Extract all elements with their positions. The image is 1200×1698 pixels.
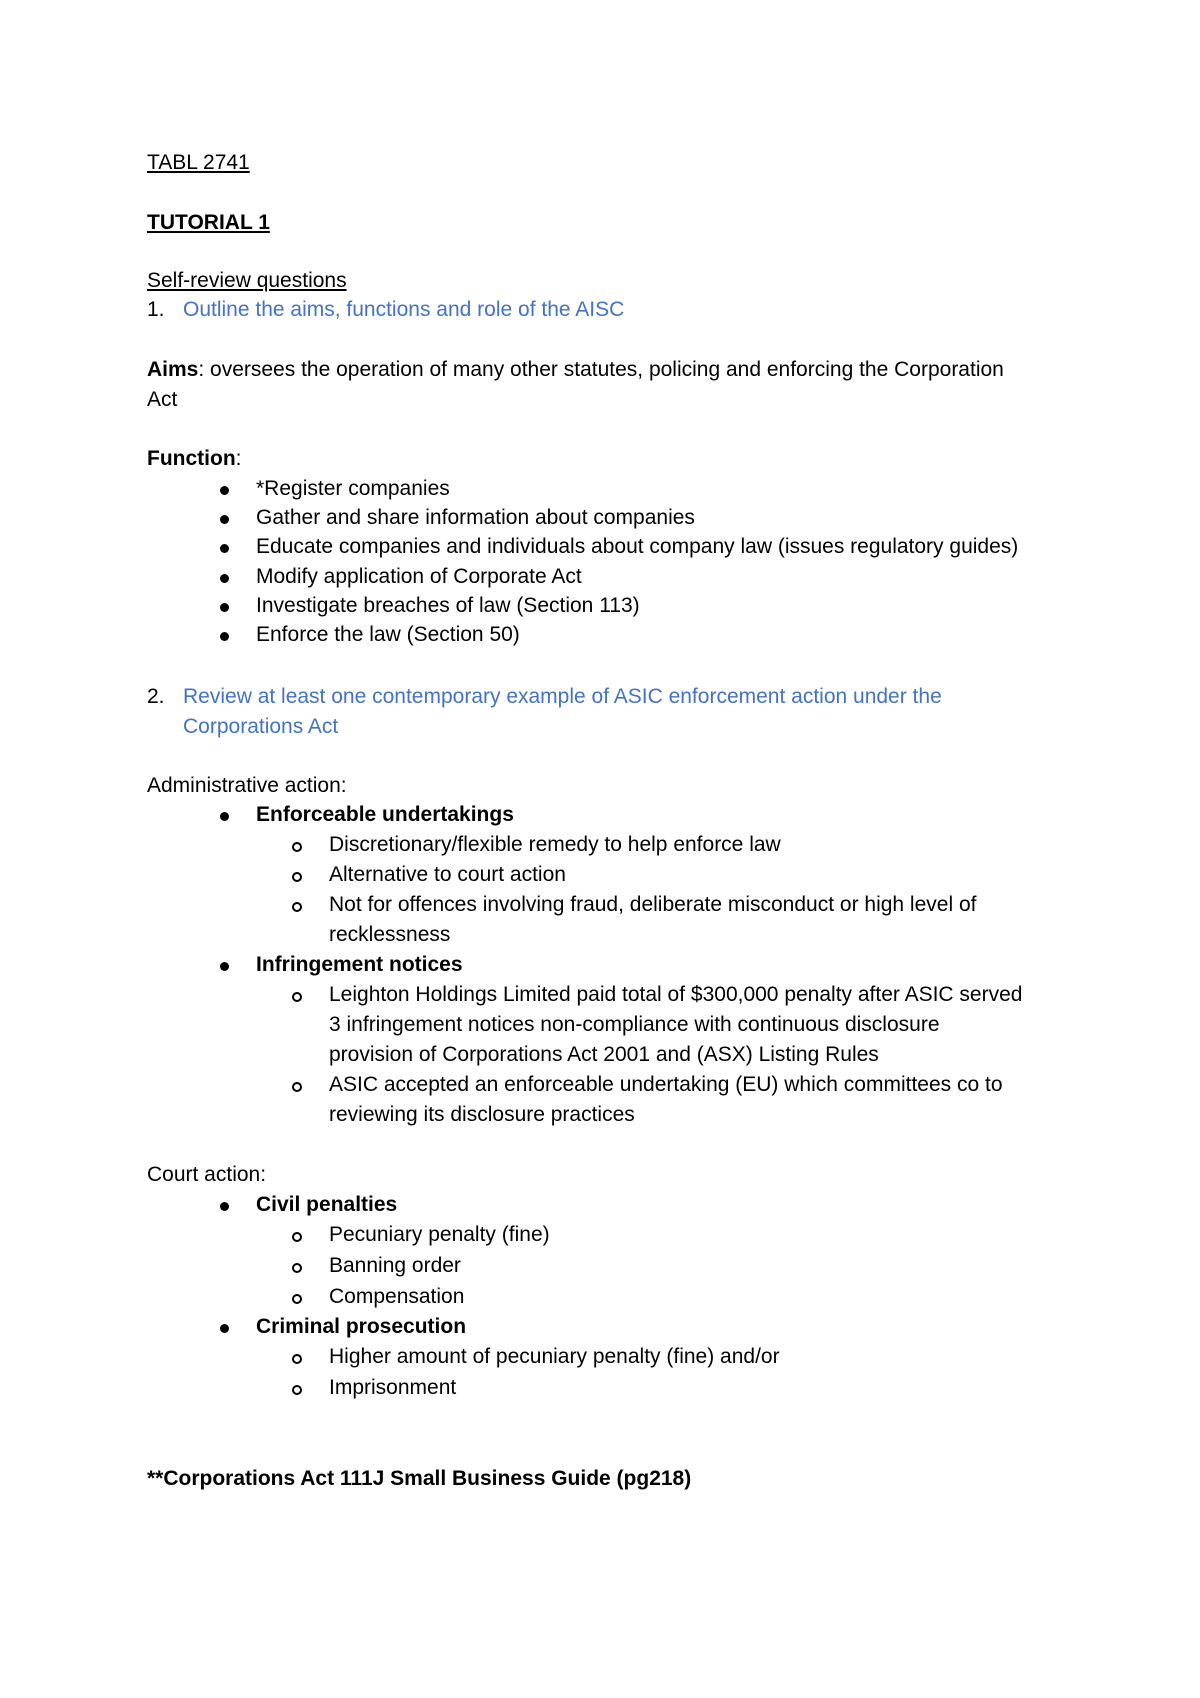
function-heading [147,446,242,472]
enforceable-item: Not for offences involving fraud, deliberate misconduct or high level of [329,893,977,916]
infringement-item-line: provision of Corporations Act 2001 and (ASX) Listing Rules [329,1043,879,1066]
criminal-label: Criminal prosecution [256,1315,467,1338]
sub-bullet-circle [292,842,302,852]
sub-bullet-circle [292,1385,302,1395]
function-label: Function [147,447,236,470]
sub-bullet-circle [292,1263,302,1273]
bullet-dot [220,515,229,524]
bullet-dot [220,1324,229,1333]
bullet-dot [220,486,229,495]
bullet-dot [220,1202,229,1211]
function-item: *Register companies [256,477,450,500]
enforceable-item: Alternative to court action [329,863,566,886]
sub-bullet-circle [292,1232,302,1242]
q2-line-1: Review at least one contemporary example of ASIC enforcement action under the [183,685,942,708]
court-heading: Court action: [147,1163,267,1186]
aims-line-1 [147,357,1004,383]
civil-item: Banning order [329,1254,461,1277]
bullet-dot [220,632,229,641]
bullet-dot [220,962,229,971]
administrative-heading: Administrative action: [147,774,347,797]
function-item: Gather and share information about companies [256,506,695,529]
aims-text: : oversees the operation of many other statutes, policing and enforcing the Corporation [198,358,1004,381]
bullet-dot [220,544,229,553]
sub-bullet-circle [292,902,302,912]
bullet-dot [220,812,229,821]
function-colon: : [235,447,242,470]
enforceable-item: Discretionary/flexible remedy to help enforce law [329,833,781,856]
function-item: Modify application of Corporate Act [256,565,582,588]
tutorial-title: TUTORIAL 1 [147,211,270,234]
infringement-label: Infringement notices [256,953,463,976]
criminal-item: Imprisonment [329,1376,457,1399]
sub-bullet-circle [292,1294,302,1304]
q1-number: 1. [147,298,165,321]
function-item: Enforce the law (Section 50) [256,623,520,646]
q2-number: 2. [147,685,165,708]
sub-bullet-circle [292,1082,302,1092]
infringement-item-line: ASIC accepted an enforceable undertaking (EU) which committees co to [329,1073,1003,1096]
criminal-item: Higher amount of pecuniary penalty (fine) and/or [329,1345,780,1368]
enforceable-item-continued: recklessness [329,923,451,946]
infringement-item-line: reviewing its disclosure practices [329,1103,635,1126]
bullet-dot [220,574,229,583]
function-item: Investigate breaches of law (Section 113) [256,594,640,617]
aims-line-2: Act [147,388,178,411]
infringement-item-line: 3 infringement notices non-compliance with continuous disclosure [329,1013,940,1036]
bullet-dot [220,603,229,612]
enforceable-label: Enforceable undertakings [256,803,514,826]
function-item: Educate companies and individuals about company law (issues regulatory guides) [256,535,1019,558]
infringement-item-line: Leighton Holdings Limited paid total of $300,000 penalty after ASIC served [329,983,1023,1006]
civil-label: Civil penalties [256,1193,398,1216]
civil-item: Compensation [329,1285,465,1308]
sub-bullet-circle [292,992,302,1002]
section-heading: Self-review questions [147,269,347,292]
civil-item: Pecuniary penalty (fine) [329,1223,550,1246]
footer-note: **Corporations Act 111J Small Business Guide (pg218) [147,1467,692,1490]
q2-line-2: Corporations Act [183,715,339,738]
sub-bullet-circle [292,1354,302,1364]
course-code: TABL 2741 [147,151,250,174]
aims-label: Aims [147,358,199,381]
sub-bullet-circle [292,872,302,882]
q1-text: Outline the aims, functions and role of the AISC [183,298,625,321]
